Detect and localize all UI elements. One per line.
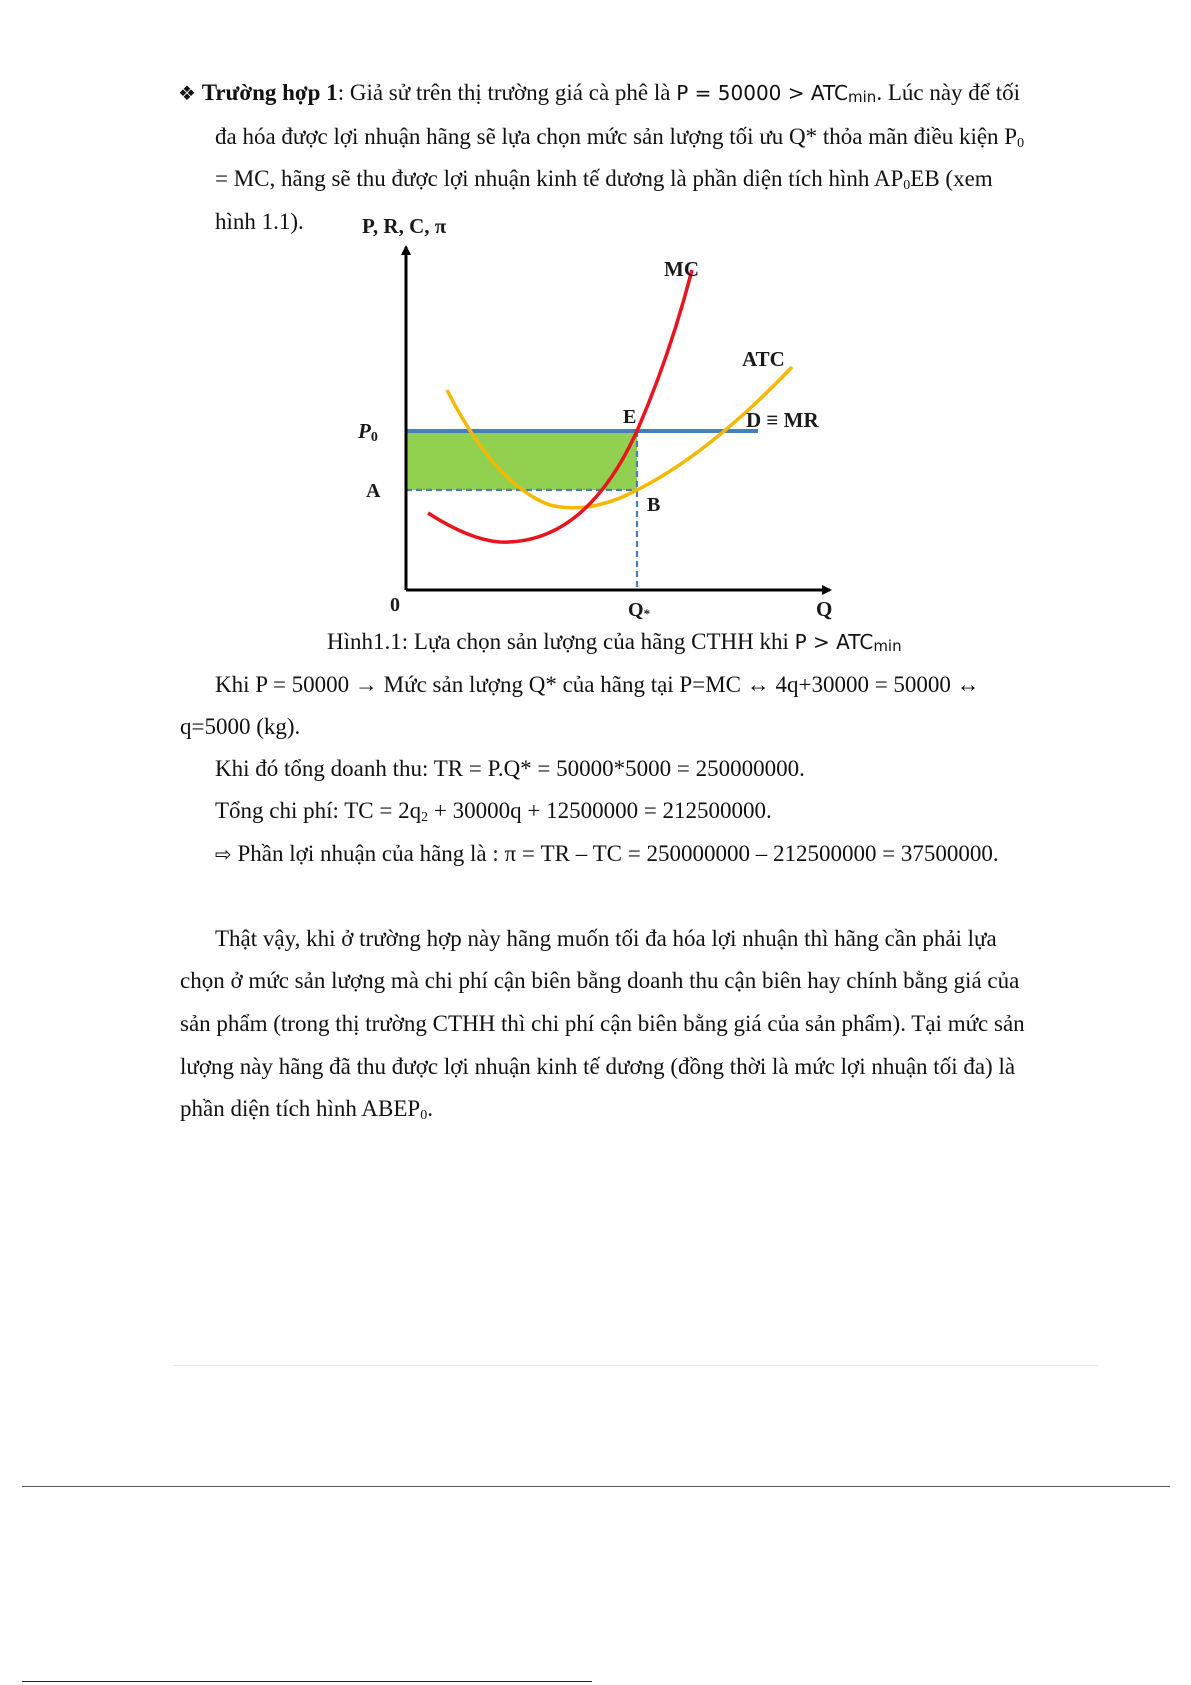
atc-label: ATC (742, 347, 785, 371)
origin-label: 0 (390, 594, 400, 616)
calc-line-5: ⇨ Phần lợi nhuận của hãng là : π = TR – TC = 250000000 – 212500000 = 37500000. (215, 841, 999, 866)
footnote-rule (22, 1681, 592, 1682)
para-line-4: lượng này hãng đã thu được lợi nhuận kinh tế dương (đồng thời là mức lợi nhuận tối đa) là (180, 1054, 1016, 1079)
calc-line-2: q=5000 (kg). (180, 714, 301, 739)
case1-line-4: hình 1.1). (215, 209, 304, 234)
para-line-5: phần diện tích hình ABEP0. (180, 1096, 433, 1123)
page-separator-light (173, 1365, 1098, 1366)
y-axis-label: P, R, C, π (362, 215, 447, 238)
para-line-3: sản phẩm (trong thị trường CTHH thì chi phí cận biên bằng giá của sản phẩm). Tại mức sản (180, 1011, 1025, 1036)
p0-label: P0 (358, 419, 378, 445)
para-line-1: Thật vậy, khi ở trường hợp này hãng muốn tối đa hóa lợi nhuận thì hãng cần phải lựa (215, 926, 997, 951)
a-label: A (366, 480, 381, 502)
calc-line-3: Khi đó tổng doanh thu: TR = P.Q* = 50000*5000 = 250000000. (215, 756, 805, 781)
figure-caption: Hình1.1: Lựa chọn sản lượng của hãng CTHH khi P > ATCmin (327, 629, 902, 655)
case1-line-3: = MC, hãng sẽ thu được lợi nhuận kinh tế dương là phần diện tích hình AP0EB (xem (215, 166, 993, 193)
case1-line-1: ❖ Trường hợp 1: Giả sử trên thị trường giá cà phê là P = 50000 > ATCmin. Lúc này để tối (178, 80, 1021, 106)
calc-line-4: Tổng chi phí: TC = 2q2 + 30000q + 12500000 = 212500000. (215, 798, 772, 825)
para-line-2: chọn ở mức sản lượng mà chi phí cận biên bằng doanh thu cận biên hay chính bằng giá của (180, 968, 1020, 993)
arrow-right-icon: ⇨ (215, 842, 232, 866)
figure-1-1-chart (350, 215, 850, 625)
page-separator (22, 1486, 1170, 1487)
diamond-bullet-icon: ❖ (178, 81, 196, 105)
case1-line-2: đa hóa được lợi nhuận hãng sẽ lựa chọn mức sản lượng tối ưu Q* thỏa mãn điều kiện P0 (215, 124, 1025, 151)
case-heading: Trường hợp 1 (201, 80, 338, 105)
demand-mr-label: D ≡ MR (746, 408, 819, 432)
b-label: B (647, 494, 661, 516)
mc-label: MC (664, 257, 699, 281)
x-axis-label: Q (816, 597, 833, 621)
profit-area (406, 431, 637, 490)
e-label: E (623, 406, 637, 428)
q-star-label: Q* (628, 599, 651, 621)
calc-line-1: Khi P = 50000 → Mức sản lượng Q* của hãng tại P=MC ↔ 4q+30000 = 50000 ↔ (215, 672, 980, 697)
